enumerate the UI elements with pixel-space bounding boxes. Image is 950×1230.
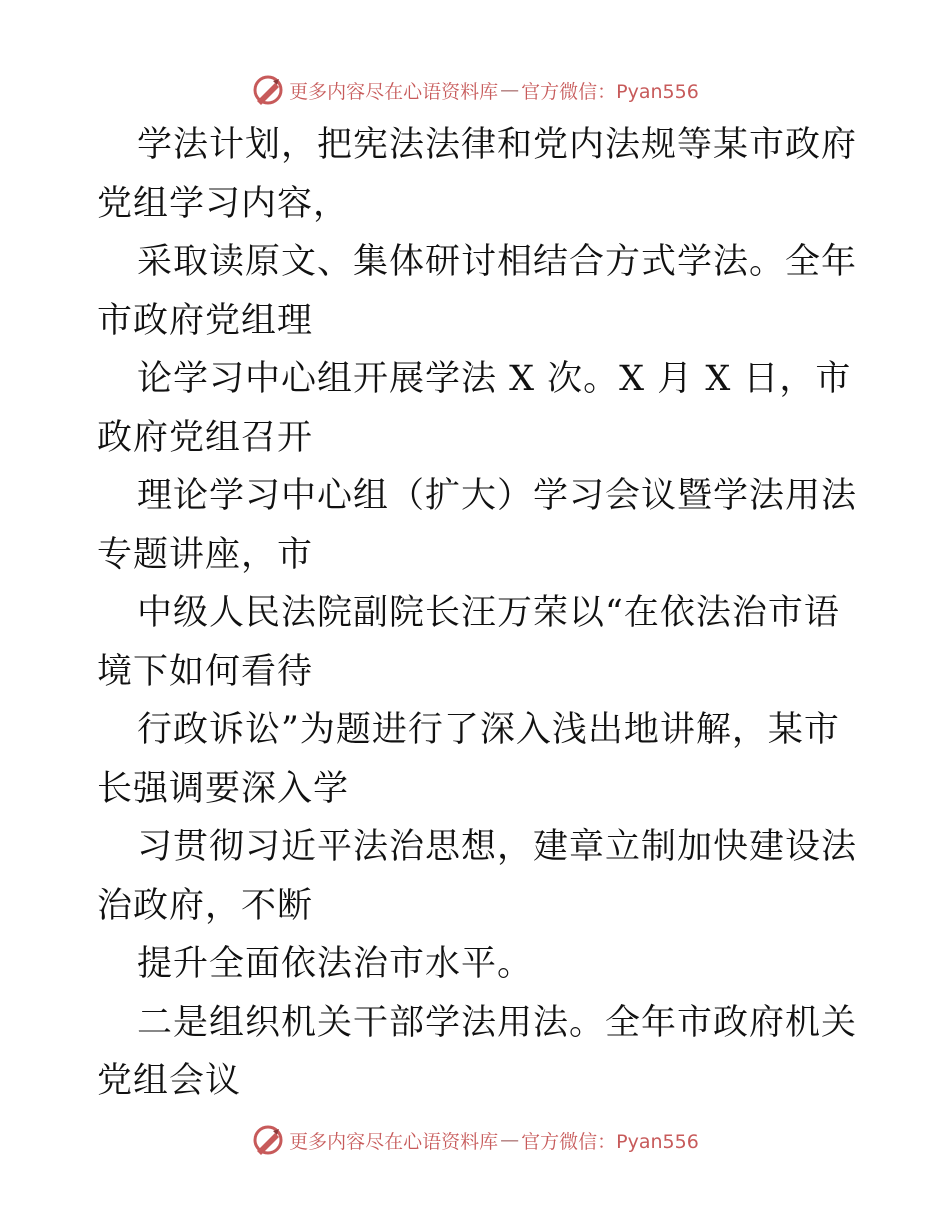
pen-circle-logo-icon bbox=[251, 1123, 285, 1157]
paragraph: 中级人民法院副院长汪万荣以“在依法治市语境下如何看待 bbox=[97, 593, 840, 692]
paragraph: 采取读原文、集体研讨相结合方式学法。全年市政府党组理 bbox=[97, 242, 858, 341]
document-body bbox=[97, 116, 857, 1111]
header-separator: — bbox=[500, 79, 520, 101]
paragraph: 理论学习中心组（扩大）学习会议暨学法用法专题讲座，市 bbox=[97, 476, 858, 575]
footer-watermark bbox=[0, 1120, 950, 1160]
paragraph: 学法计划，把宪法法律和党内法规等某市政府党组学习内容， bbox=[97, 125, 858, 224]
header-watermark bbox=[0, 70, 950, 110]
paragraph: 论学习中心组开展学法 X 次。X 月 X 日，市政府党组召开 bbox=[97, 359, 852, 458]
footer-wechat-text: 官方微信：Pyan556 bbox=[521, 1130, 699, 1153]
footer-site-text: 更多内容尽在心语资料库 bbox=[289, 1130, 499, 1153]
paragraph: 提升全面依法治市水平。 bbox=[137, 944, 534, 984]
header-site-text: 更多内容尽在心语资料库 bbox=[289, 80, 499, 103]
header-wechat-text: 官方微信：Pyan556 bbox=[521, 80, 699, 103]
footer-separator: — bbox=[500, 1129, 520, 1151]
pen-circle-logo-icon bbox=[251, 73, 285, 107]
paragraph: 行政诉讼”为题进行了深入浅出地讲解，某市长强调要深入学 bbox=[97, 710, 840, 809]
paragraph: 习贯彻习近平法治思想，建章立制加快建设法治政府，不断 bbox=[97, 827, 858, 926]
paragraph: 二是组织机关干部学法用法。全年市政府机关党组会议 bbox=[97, 1002, 858, 1101]
